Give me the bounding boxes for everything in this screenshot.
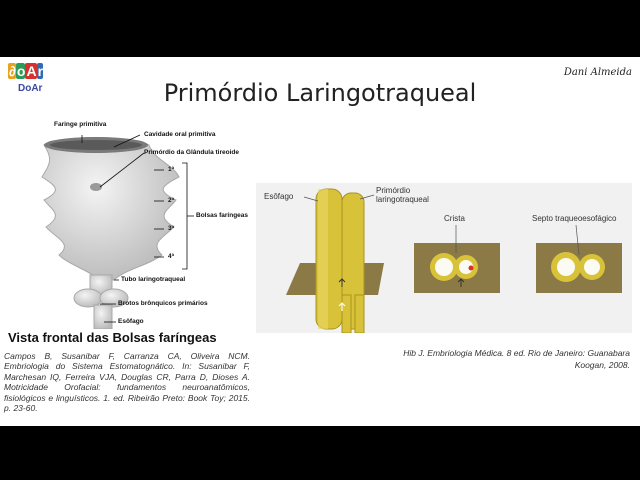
reference-left: Campos B, Susanibar F, Carranza CA, Oliveira NCM. Embriologia do Sistema Estomatognático. In: Susanibar F, Marchesan IQ, Ferreira VJA, Douglas CR, Parra D, Dioses A. Motricidade Orofacial: fundamentos neuroanatômicos, fisiológicos e linguísticos. 1. ed. Ribeirão Preto: Book Toy; 2015. p. 23-60.: [4, 351, 250, 414]
label-faringe-primitiva: Faringe primitiva: [54, 121, 107, 128]
label-crista: Crista: [444, 214, 465, 223]
logo-letter: r: [37, 63, 43, 79]
label-cavidade-oral: Cavidade oral primitiva: [144, 131, 216, 138]
label-septo: Septo traqueoesofágico: [532, 214, 617, 223]
reference-right: Hib J. Embriologia Médica. 8 ed. Rio de Janeiro: Guanabara Koogan, 2008.: [403, 348, 630, 370]
label-brotos-bronquicos: Brotos brônquicos primários: [118, 300, 208, 307]
label-esofago-right: Esôfago: [264, 192, 294, 201]
label-primordio-l1: Primórdio: [376, 186, 411, 195]
logo-letters: [8, 63, 43, 79]
figure-caption: Vista frontal das Bolsas faríngeas: [8, 330, 217, 345]
label-primordio-tireoide: Primórdio da Glândula tireoide: [144, 149, 239, 156]
logo-name: DoAr: [18, 83, 43, 94]
logo-letter: A: [26, 63, 36, 79]
laryngotracheal-illustration: [256, 183, 632, 333]
label-bolsa-4: 4ª: [168, 253, 175, 260]
label-primordio-l2: laringotraqueal: [376, 195, 429, 204]
label-tubo-laringotraqueal: Tubo laringotraqueal: [121, 276, 186, 283]
slide: [0, 57, 640, 426]
label-bolsa-3: 3ª: [168, 225, 175, 232]
laryngotracheal-figure: [256, 183, 632, 333]
author-signature: Dani Almeida: [563, 67, 632, 78]
slide-title: Primórdio Laringotraqueal: [163, 79, 477, 107]
pharyngeal-pouches-figure: [4, 115, 252, 329]
pharyngeal-pouches-illustration: [4, 115, 252, 329]
logo-letter: o: [16, 63, 25, 79]
logo-letter: ∂: [9, 63, 15, 79]
label-bolsa-1: 1ª: [168, 166, 175, 173]
label-bolsa-2: 2ª: [168, 197, 175, 204]
label-bolsas-faringeas: Bolsas faríngeas: [196, 212, 249, 219]
label-esofago-left: Esôfago: [118, 318, 144, 325]
